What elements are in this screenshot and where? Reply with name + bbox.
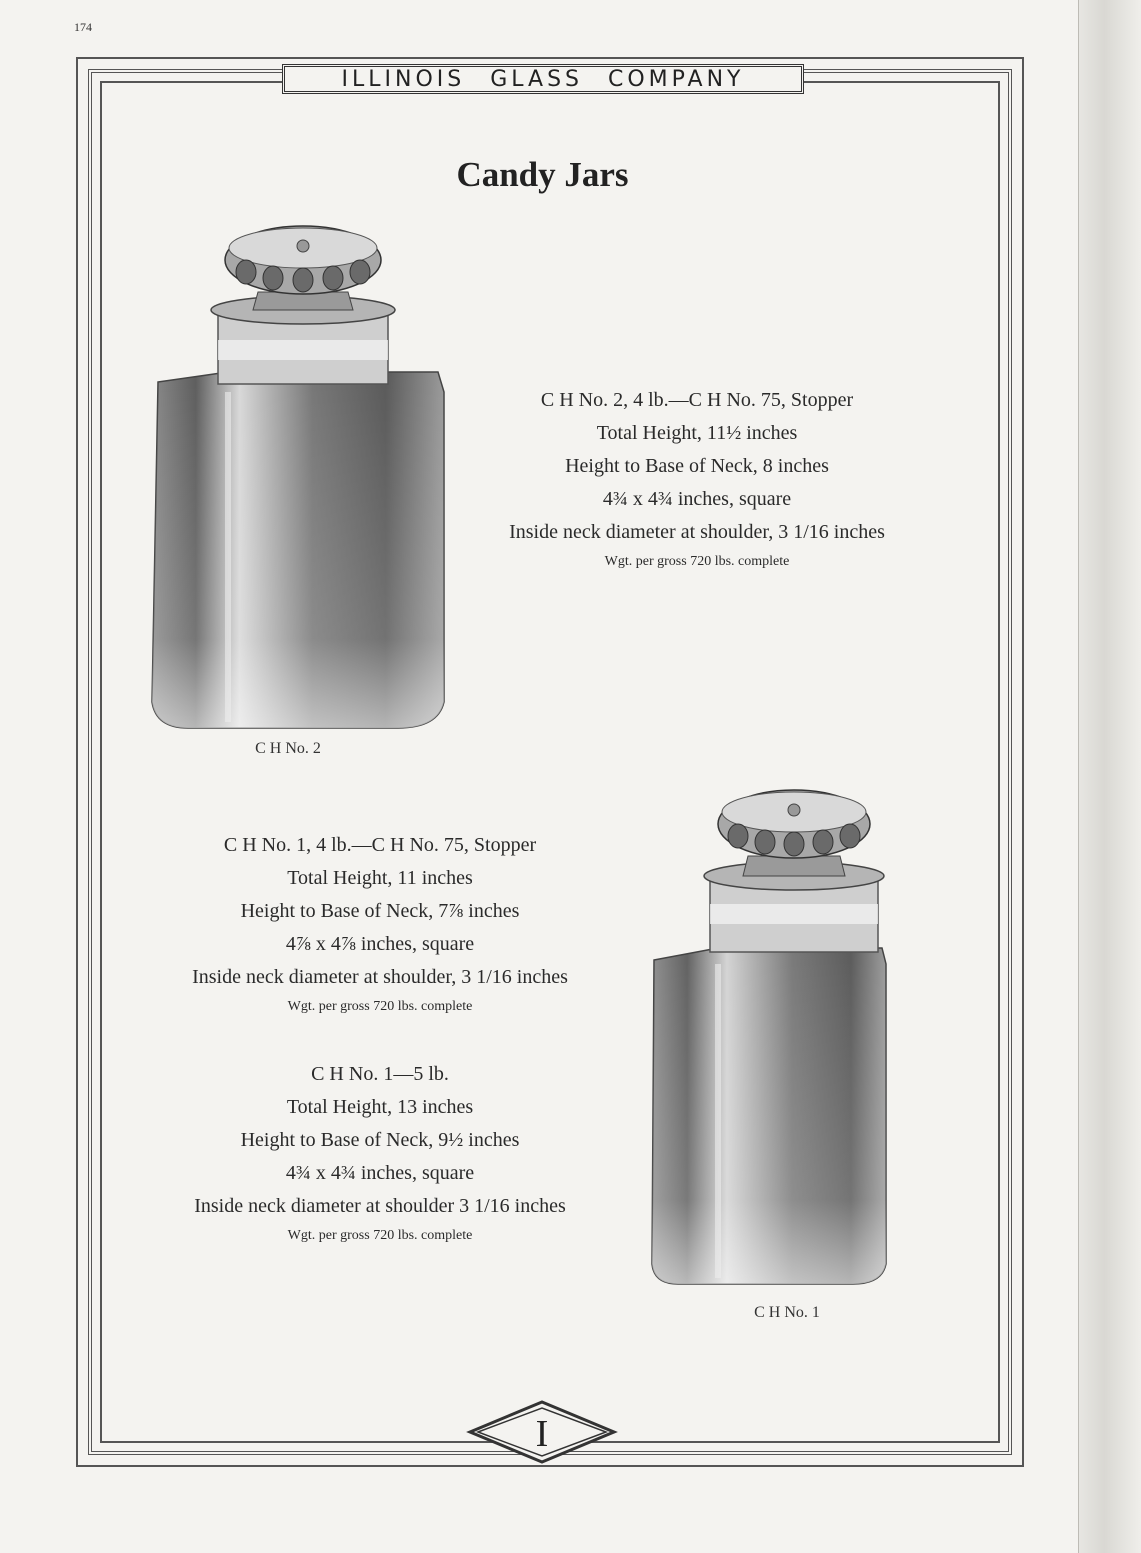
spec-line: C H No. 1—5 lb. xyxy=(311,1063,449,1085)
spec-weight: Wgt. per gross 720 lbs. complete xyxy=(287,1228,473,1243)
spec-line: C H No. 2, 4 lb.—C H No. 75, Stopper xyxy=(540,389,854,411)
spec-line: Inside neck diameter at shoulder, 3 1/16 inches xyxy=(509,521,885,543)
spec-line: Total Height, 11½ inches xyxy=(596,422,798,444)
page-title: Candy Jars xyxy=(456,155,629,194)
spec-line: Inside neck diameter at shoulder 3 1/16 inches xyxy=(194,1195,566,1217)
spec-ch-no-1-4lb xyxy=(150,829,610,1020)
jar-ch-no-2-caption: C H No. 2 xyxy=(255,740,321,757)
spec-weight: Wgt. per gross 720 lbs. complete xyxy=(287,999,473,1014)
spec-line: Total Height, 11 inches xyxy=(287,867,473,889)
spec-ch-no-1-5lb xyxy=(150,1058,610,1249)
page-number: 174 xyxy=(74,20,92,34)
company-emblem xyxy=(462,1400,622,1464)
jar-ch-no-2-image xyxy=(148,222,450,734)
jar-ch-no-1-caption: C H No. 1 xyxy=(754,1304,820,1321)
spec-line: Total Height, 13 inches xyxy=(286,1096,474,1118)
company-name: ILLINOIS GLASS COMPANY xyxy=(341,66,745,92)
page-gutter xyxy=(1078,0,1141,1553)
spec-line: 4¾ x 4¾ inches, square xyxy=(602,488,792,510)
spec-ch-no-2 xyxy=(462,384,932,575)
spec-line: Inside neck diameter at shoulder, 3 1/16 inches xyxy=(192,966,568,988)
company-header xyxy=(282,64,804,94)
spec-weight: Wgt. per gross 720 lbs. complete xyxy=(604,554,790,569)
emblem-letter: I xyxy=(535,1413,549,1455)
spec-line: 4¾ x 4¾ inches, square xyxy=(285,1162,475,1184)
spec-line: Height to Base of Neck, 8 inches xyxy=(565,455,829,477)
spec-line: Height to Base of Neck, 7⅞ inches xyxy=(240,900,520,922)
jar-ch-no-1-image xyxy=(648,784,890,1290)
spec-line: 4⅞ x 4⅞ inches, square xyxy=(285,933,475,955)
spec-line: Height to Base of Neck, 9½ inches xyxy=(240,1129,520,1151)
spec-line: C H No. 1, 4 lb.—C H No. 75, Stopper xyxy=(223,834,537,856)
